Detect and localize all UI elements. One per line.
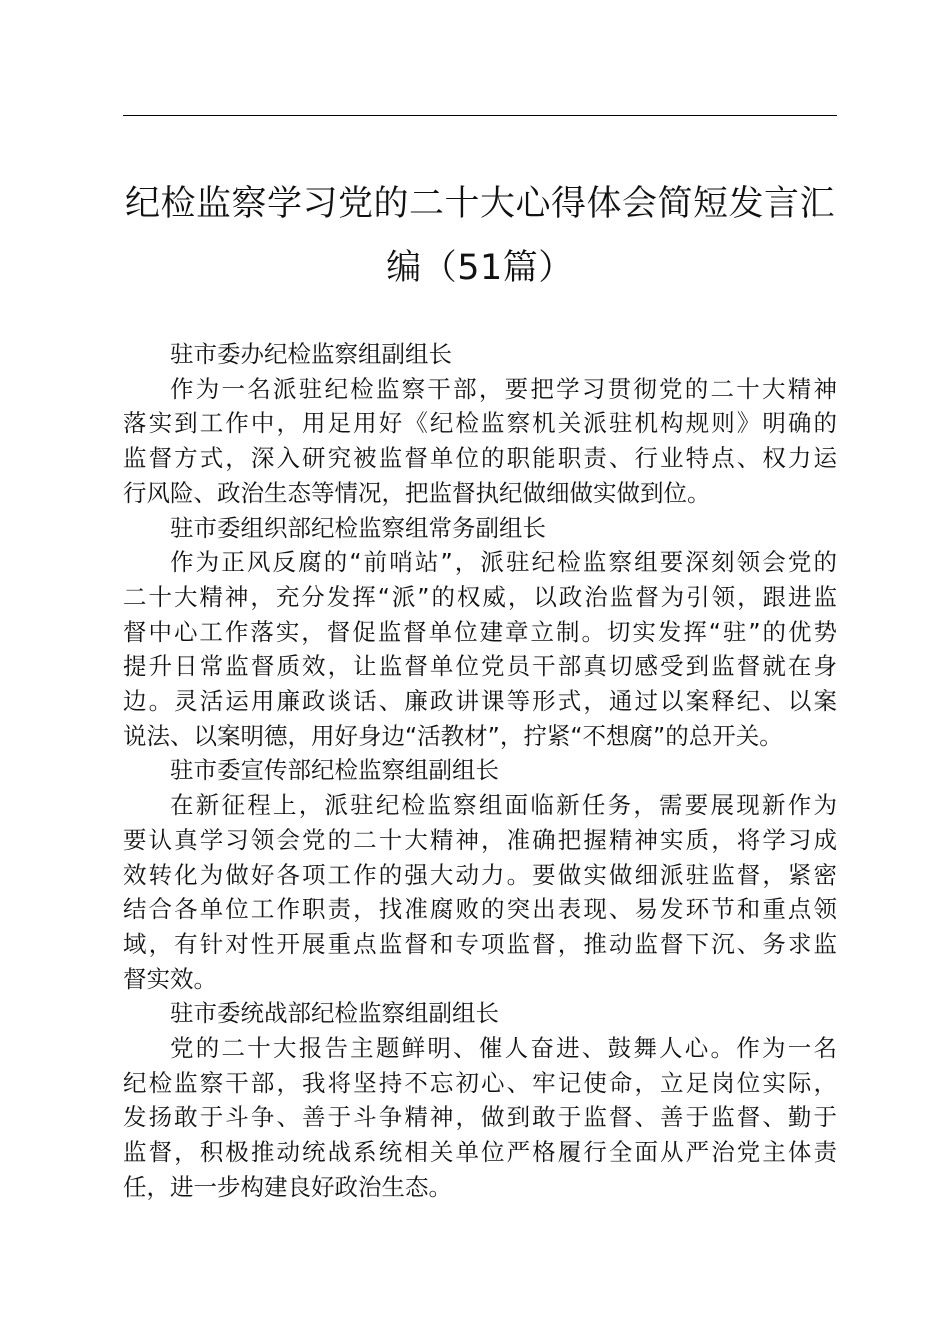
- paragraph-line: 落实到工作中，用足用好《纪检监察机关派驻机构规则》明确的: [123, 409, 837, 438]
- document-title: [123, 172, 837, 300]
- paragraph-line: 督中心工作落实，督促监督单位建章立制。切实发挥“驻”的优势: [123, 617, 837, 646]
- paragraph-line: 说法、以案明德，用好身边“活教材”，拧紧“不想腐”的总开关。: [123, 721, 783, 750]
- paragraph-line: 域，有针对性开展重点监督和专项监督，推动监督下沉、务求监: [123, 929, 837, 958]
- paragraph-line: 作为一名派驻纪检监察干部，要把学习贯彻党的二十大精神: [170, 374, 837, 403]
- header-rule: [123, 115, 837, 116]
- title-line: 纪检监察学习党的二十大心得体会简短发言汇: [124, 184, 835, 224]
- section-paragraph: [123, 545, 837, 753]
- paragraph-line: 监督方式，深入研究被监督单位的职能职责、行业特点、权力运: [123, 444, 837, 473]
- paragraph-line: 在新征程上，派驻纪检监察组面临新任务，需要展现新作为: [170, 791, 837, 820]
- section-heading: 驻市委宣传部纪检监察组副组长: [170, 756, 499, 785]
- paragraph-line: 效转化为做好各项工作的强大动力。要做实做细派驻监督，紧密: [123, 860, 837, 889]
- section-paragraph: [123, 372, 837, 511]
- section-heading: 驻市委办纪检监察组副组长: [170, 340, 452, 368]
- paragraph-line: 纪检监察干部，我将坚持不忘初心、牢记使命，立足岗位实际，: [123, 1068, 837, 1097]
- paragraph-line: 二十大精神，充分发挥“派”的权威，以政治监督为引领，跟进监: [123, 582, 837, 611]
- paragraph-line: 作为正风反腐的“前哨站”，派驻纪检监察组要深刻领会党的: [170, 548, 837, 577]
- section-paragraph: [123, 788, 837, 996]
- paragraph-line: 发扬敢于斗争、善于斗争精神，做到敢于监督、善于监督、勤于: [123, 1103, 837, 1132]
- paragraph-line: 提升日常监督质效，让监督单位党员干部真切感受到监督就在身: [123, 652, 837, 681]
- document-body: [123, 337, 837, 1205]
- paragraph-line: 结合各单位工作职责，找准腐败的突出表现、易发环节和重点领: [123, 895, 837, 924]
- paragraph-line: 边。灵活运用廉政谈话、廉政讲课等形式，通过以案释纪、以案: [123, 687, 837, 716]
- section-paragraph: [123, 1031, 837, 1205]
- paragraph-line: 行风险、政治生态等情况，把监督执纪做细做实做到位。: [123, 478, 711, 507]
- section-heading: 驻市委组织部纪检监察组常务副组长: [170, 513, 546, 542]
- paragraph-line: 党的二十大报告主题鲜明、催人奋进、鼓舞人心。作为一名: [170, 1034, 837, 1063]
- paragraph-line: 要认真学习领会党的二十大精神，准确把握精神实质，将学习成: [123, 825, 837, 854]
- paragraph-line: 监督，积极推动统战系统相关单位严格履行全面从严治党主体责: [123, 1138, 837, 1167]
- paragraph-line: 督实效。: [123, 964, 217, 993]
- section-heading: 驻市委统战部纪检监察组副组长: [170, 999, 499, 1028]
- title-line: 编（51篇）: [386, 248, 574, 288]
- paragraph-line: 任，进一步构建良好政治生态。: [123, 1172, 452, 1201]
